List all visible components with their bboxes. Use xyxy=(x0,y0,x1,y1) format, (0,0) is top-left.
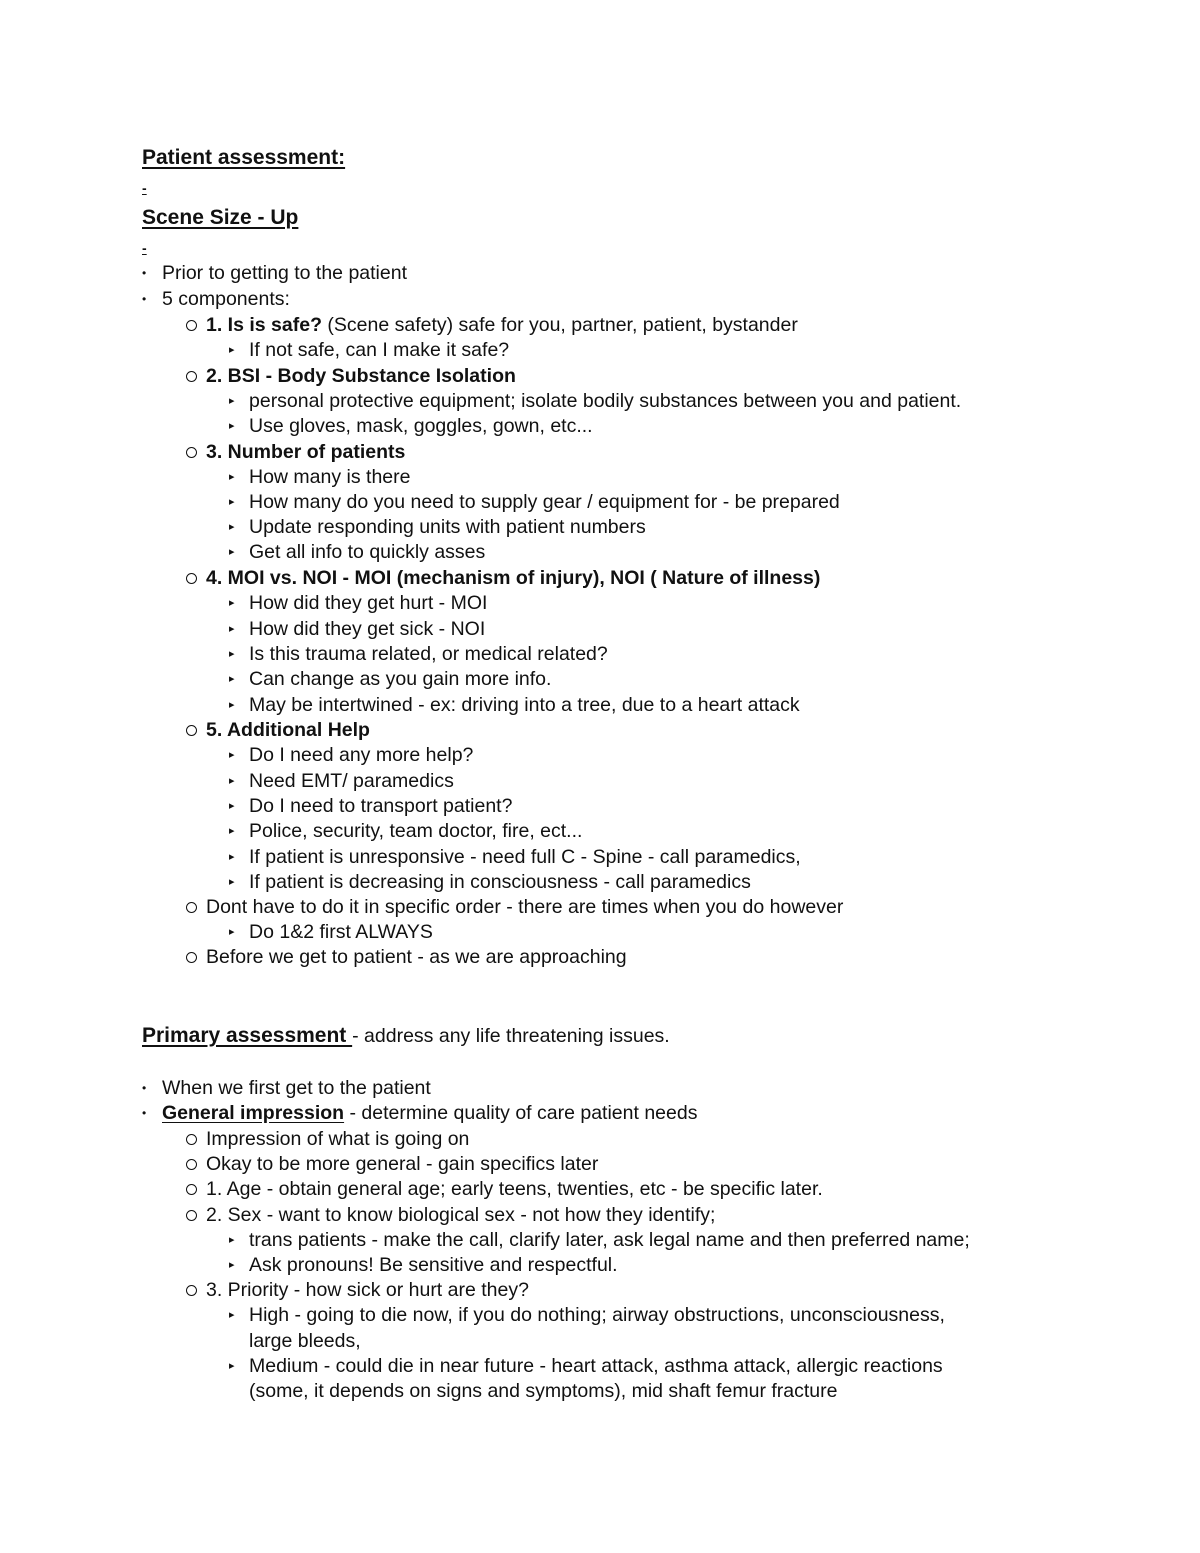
component-label: 4. MOI vs. NOI - MOI (mechanism of injury), NOI ( Nature of illness) xyxy=(206,567,821,589)
sub-item-continuation: (some, it depends on signs and symptoms), mid shaft femur fracture xyxy=(249,1380,838,1402)
sub-item: If not safe, can I make it safe? xyxy=(249,339,510,361)
arrow-bullet: ▸ xyxy=(229,1234,235,1246)
list-item xyxy=(206,313,798,337)
dash-marker: - xyxy=(142,240,147,256)
component-label: 1. Is is safe? xyxy=(206,314,322,336)
sub-item: How many do you need to supply gear / equipment for - be prepared xyxy=(249,491,840,513)
sub-item: Do 1&2 first ALWAYS xyxy=(249,921,433,943)
arrow-bullet: ▸ xyxy=(229,395,235,407)
arrow-bullet: ▸ xyxy=(229,749,235,761)
arrow-bullet: ▸ xyxy=(229,851,235,863)
arrow-bullet: ▸ xyxy=(229,344,235,356)
bullet-marker: • xyxy=(142,266,147,280)
sub-item: Ask pronouns! Be sensitive and respectful. xyxy=(249,1254,618,1276)
general-impression-label: General impression xyxy=(162,1102,345,1124)
circle-bullet-icon xyxy=(186,1159,197,1170)
list-item: 2. Sex - want to know biological sex - not how they identify; xyxy=(206,1204,716,1226)
circle-bullet-icon xyxy=(186,447,197,458)
sub-item: How did they get hurt - MOI xyxy=(249,592,488,614)
circle-bullet-icon xyxy=(186,1210,197,1221)
sub-item: How did they get sick - NOI xyxy=(249,618,486,640)
arrow-bullet: ▸ xyxy=(229,471,235,483)
arrow-bullet: ▸ xyxy=(229,420,235,432)
sub-item: personal protective equipment; isolate bodily substances between you and patient. xyxy=(249,390,962,412)
arrow-bullet: ▸ xyxy=(229,926,235,938)
sub-item: Medium - could die in near future - heart attack, asthma attack, allergic reactions xyxy=(249,1355,943,1377)
document-title: Patient assessment: xyxy=(142,146,346,169)
section-heading-label: Primary assessment xyxy=(142,1024,353,1047)
sub-item: If patient is unresponsive - need full C - Spine - call paramedics, xyxy=(249,846,801,868)
arrow-bullet: ▸ xyxy=(229,546,235,558)
circle-bullet-icon xyxy=(186,1184,197,1195)
component-text: (Scene safety) safe for you, partner, patient, bystander xyxy=(321,314,798,336)
sub-item: High - going to die now, if you do nothing; airway obstructions, unconsciousness, xyxy=(249,1304,945,1326)
section-heading-text: - address any life threatening issues. xyxy=(352,1025,670,1047)
arrow-bullet: ▸ xyxy=(229,1309,235,1321)
bullet-marker: • xyxy=(142,1081,147,1095)
arrow-bullet: ▸ xyxy=(229,825,235,837)
bullet-marker: • xyxy=(142,292,147,306)
sub-item: Get all info to quickly asses xyxy=(249,541,486,563)
arrow-bullet: ▸ xyxy=(229,800,235,812)
section-heading-scene-size-up: Scene Size - Up xyxy=(142,206,299,229)
sub-item-continuation: large bleeds, xyxy=(249,1330,361,1352)
circle-bullet-icon xyxy=(186,725,197,736)
list-item: 3. Priority - how sick or hurt are they? xyxy=(206,1279,529,1301)
list-item: Impression of what is going on xyxy=(206,1128,470,1150)
component-label: 2. BSI - Body Substance Isolation xyxy=(206,365,516,387)
sub-item: trans patients - make the call, clarify later, ask legal name and then preferred name; xyxy=(249,1229,970,1251)
sub-item: Do I need any more help? xyxy=(249,744,474,766)
list-item xyxy=(162,1101,697,1125)
sub-item: How many is there xyxy=(249,466,411,488)
list-item: Prior to getting to the patient xyxy=(162,262,407,284)
list-item: When we first get to the patient xyxy=(162,1077,431,1099)
arrow-bullet: ▸ xyxy=(229,623,235,635)
bullet-marker: • xyxy=(142,1106,147,1120)
component-label: 3. Number of patients xyxy=(206,441,406,463)
arrow-bullet: ▸ xyxy=(229,673,235,685)
arrow-bullet: ▸ xyxy=(229,648,235,660)
circle-bullet-icon xyxy=(186,371,197,382)
dash-marker: - xyxy=(142,180,147,196)
circle-bullet-icon xyxy=(186,1285,197,1296)
sub-item: Do I need to transport patient? xyxy=(249,795,513,817)
list-item: 5 components: xyxy=(162,288,290,310)
general-impression-text: - determine quality of care patient needs xyxy=(344,1102,698,1124)
arrow-bullet: ▸ xyxy=(229,876,235,888)
arrow-bullet: ▸ xyxy=(229,521,235,533)
sub-item: Update responding units with patient numbers xyxy=(249,516,646,538)
arrow-bullet: ▸ xyxy=(229,1259,235,1271)
sub-item: Use gloves, mask, goggles, gown, etc... xyxy=(249,415,593,437)
sub-item: May be intertwined - ex: driving into a tree, due to a heart attack xyxy=(249,694,800,716)
sub-item: Can change as you gain more info. xyxy=(249,668,552,690)
sub-item: Need EMT/ paramedics xyxy=(249,770,454,792)
component-label: 5. Additional Help xyxy=(206,719,370,741)
arrow-bullet: ▸ xyxy=(229,597,235,609)
arrow-bullet: ▸ xyxy=(229,496,235,508)
list-item: 1. Age - obtain general age; early teens, twenties, etc - be specific later. xyxy=(206,1178,823,1200)
circle-bullet-icon xyxy=(186,902,197,913)
circle-bullet-icon xyxy=(186,1134,197,1145)
circle-bullet-icon xyxy=(186,320,197,331)
list-item: Before we get to patient - as we are approaching xyxy=(206,946,627,968)
arrow-bullet: ▸ xyxy=(229,1360,235,1372)
circle-bullet-icon xyxy=(186,952,197,963)
sub-item: Is this trauma related, or medical related? xyxy=(249,643,608,665)
sub-item: If patient is decreasing in consciousness - call paramedics xyxy=(249,871,751,893)
arrow-bullet: ▸ xyxy=(229,775,235,787)
arrow-bullet: ▸ xyxy=(229,699,235,711)
list-item: Dont have to do it in specific order - there are times when you do however xyxy=(206,896,844,918)
list-item: Okay to be more general - gain specifics later xyxy=(206,1153,599,1175)
circle-bullet-icon xyxy=(186,573,197,584)
sub-item: Police, security, team doctor, fire, ect... xyxy=(249,820,583,842)
section-heading-primary-assessment xyxy=(142,1024,670,1048)
